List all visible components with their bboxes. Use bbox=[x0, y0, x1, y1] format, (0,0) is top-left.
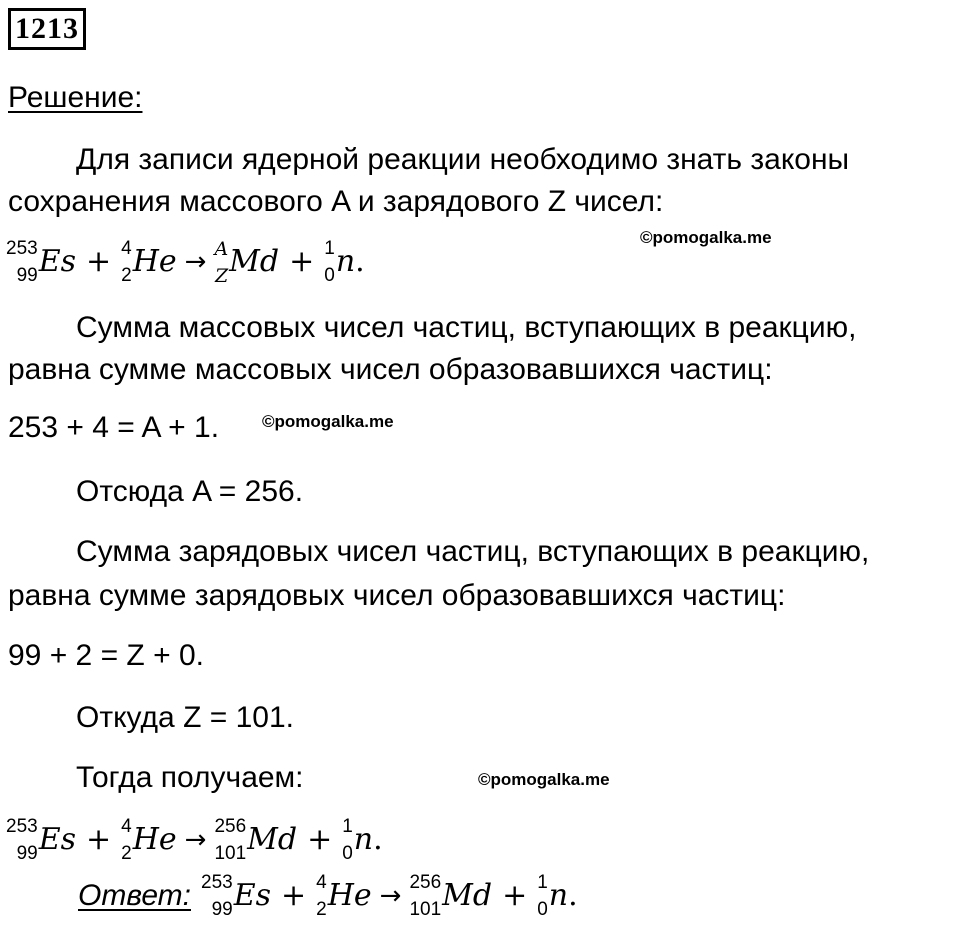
element-symbol: He bbox=[327, 878, 372, 913]
element-symbol: n bbox=[548, 878, 569, 913]
period: . bbox=[373, 822, 383, 857]
paragraph1-line2: сохранения массового A и зарядового Z чисел: bbox=[8, 185, 664, 218]
mass-number: 4 bbox=[121, 816, 132, 837]
mass-number: 253 bbox=[6, 238, 38, 259]
nuclide-es bbox=[6, 816, 76, 864]
charge-number: 2 bbox=[316, 899, 327, 920]
then-text: Тогда получаем: bbox=[76, 761, 304, 794]
element-symbol: Md bbox=[229, 244, 280, 279]
watermark: ©pomogalka.me bbox=[640, 228, 772, 247]
element-symbol: Es bbox=[38, 244, 76, 279]
mass-equation: 253 + 4 = A + 1. bbox=[8, 411, 220, 444]
mass-number: 4 bbox=[316, 872, 327, 893]
charge-number: 0 bbox=[324, 265, 335, 286]
charge-number: 99 bbox=[16, 265, 38, 286]
charge-number: 101 bbox=[409, 899, 442, 920]
nuclide-n bbox=[537, 872, 569, 920]
mass-number: 256 bbox=[214, 816, 247, 837]
mass-number: A bbox=[214, 238, 229, 260]
charge-number: 0 bbox=[537, 899, 548, 920]
nuclide-n bbox=[342, 816, 374, 864]
mass-number: 1 bbox=[342, 816, 353, 837]
watermark: ©pomogalka.me bbox=[478, 770, 610, 789]
plus-sign: + bbox=[281, 878, 307, 913]
nuclide-es bbox=[201, 872, 271, 920]
paragraph3-line2: равна сумме зарядовых чисел образовавшихся частиц: bbox=[8, 579, 786, 612]
element-symbol: n bbox=[353, 822, 374, 857]
watermark: ©pomogalka.me bbox=[262, 412, 394, 431]
element-symbol: He bbox=[132, 822, 177, 857]
problem-number: 1213 bbox=[8, 8, 86, 50]
answer-label: Ответ: bbox=[78, 879, 191, 912]
reaction-arrow: → bbox=[184, 825, 207, 855]
nuclide-es bbox=[6, 238, 76, 286]
mass-number: 1 bbox=[537, 872, 548, 893]
reaction-final bbox=[6, 816, 383, 864]
plus-sign: + bbox=[86, 822, 112, 857]
mass-result: Отсюда A = 256. bbox=[76, 475, 304, 508]
period: . bbox=[568, 878, 578, 913]
mass-number: 253 bbox=[201, 872, 233, 893]
nuclide-md bbox=[214, 816, 298, 864]
nuclide-he bbox=[121, 816, 177, 864]
element-symbol: Md bbox=[247, 822, 298, 857]
solution-heading: Решение: bbox=[8, 81, 143, 114]
charge-equation: 99 + 2 = Z + 0. bbox=[8, 639, 204, 672]
paragraph2-line1: Сумма массовых чисел частиц, вступающих в реакцию, bbox=[76, 311, 857, 344]
charge-result: Откуда Z = 101. bbox=[76, 701, 294, 734]
charge-number: 2 bbox=[121, 265, 132, 286]
mass-number: 4 bbox=[121, 238, 132, 259]
charge-number: 2 bbox=[121, 843, 132, 864]
mass-number: 1 bbox=[324, 238, 335, 259]
plus-sign: + bbox=[502, 878, 528, 913]
reaction-arrow: → bbox=[379, 881, 402, 911]
paragraph2-line2: равна сумме массовых чисел образовавшихся частиц: bbox=[8, 353, 773, 386]
nuclide-he bbox=[121, 238, 177, 286]
plus-sign: + bbox=[86, 244, 112, 279]
nuclide-he bbox=[316, 872, 372, 920]
answer-line bbox=[78, 872, 578, 920]
charge-number: 99 bbox=[211, 899, 233, 920]
element-symbol: Es bbox=[233, 878, 271, 913]
charge-number: Z bbox=[214, 265, 229, 287]
mass-number: 256 bbox=[409, 872, 442, 893]
charge-number: 101 bbox=[214, 843, 247, 864]
reaction-arrow: → bbox=[184, 247, 207, 277]
nuclide-n bbox=[324, 238, 356, 286]
paragraph3-line1: Сумма зарядовых чисел частиц, вступающих в реакцию, bbox=[76, 535, 870, 568]
element-symbol: Es bbox=[38, 822, 76, 857]
element-symbol: He bbox=[132, 244, 177, 279]
nuclide-md bbox=[409, 872, 493, 920]
plus-sign: + bbox=[307, 822, 333, 857]
mass-number: 253 bbox=[6, 816, 38, 837]
paragraph1-line1: Для записи ядерной реакции необходимо знать законы bbox=[76, 143, 850, 176]
element-symbol: n bbox=[335, 244, 356, 279]
charge-number: 0 bbox=[342, 843, 353, 864]
plus-sign: + bbox=[289, 244, 315, 279]
nuclide-md bbox=[214, 238, 280, 287]
charge-number: 99 bbox=[16, 843, 38, 864]
element-symbol: Md bbox=[442, 878, 493, 913]
period: . bbox=[355, 244, 365, 279]
reaction-general bbox=[6, 238, 365, 287]
